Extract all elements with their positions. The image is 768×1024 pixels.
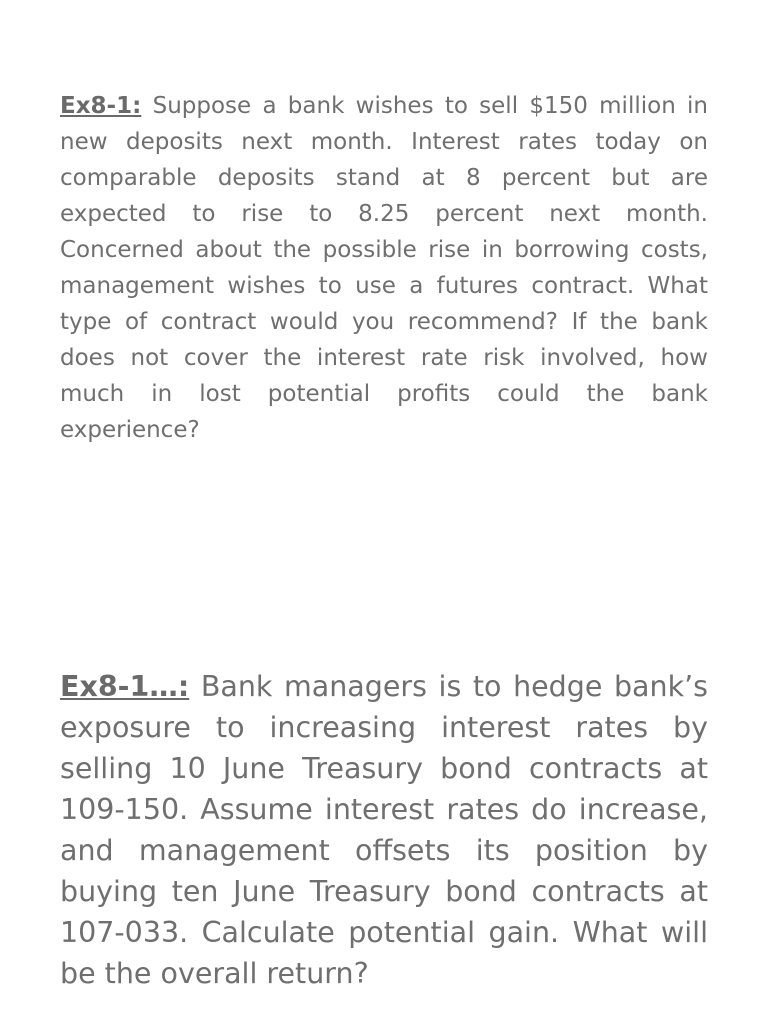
exercise-text: Suppose a bank wishes to sell $150 million in new deposits next month. Interest rates today on comparable deposits stand at 8 percent but are expected to rise to 8.25 percent next month. Concerned about the possible rise in borrowing costs, management wishes to use a futures contract. What type of contract would you recommend? If the bank does not cover the interest rate risk involved, how much in lost potential profits could the bank experience? xyxy=(60,93,708,443)
exercise-label: Ex8-1: xyxy=(60,93,142,119)
exercise-8-1-paragraph xyxy=(60,88,708,448)
exercise-8-1-continued-paragraph xyxy=(60,666,708,994)
exercise-text: Bank managers is to hedge bank’s exposure to increasing interest rates by selling 10 June Treasury bond contracts at 109-150. Assume interest rates do increase, and management offsets its position by buying ten June Treasury bond contracts at 107-033. Calculate potential gain. What will be the overall return? xyxy=(60,670,708,990)
exercise-label: Ex8-1…: xyxy=(60,670,190,703)
